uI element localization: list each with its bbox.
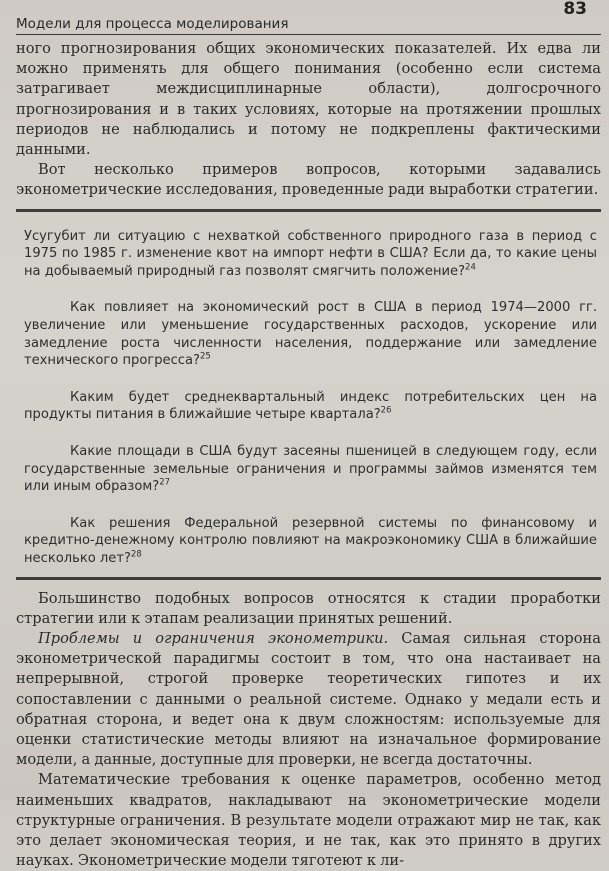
example-question: Какие площади в США будут засеяны пшеницей в следующем году, если государственные земельные ограничения и программы займов изменятся тем или иным образом?$^{27}$ [24,443,597,495]
example-questions [16,212,601,568]
intro-section [16,35,601,201]
running-head: Модели для процесса моделирования [16,16,289,32]
footnote-ref: 26 [380,406,392,417]
outro-paragraph-1: Большинство подобных вопросов относятся к стадии проработки стратегии или к этапам реализации принятых решений. [16,589,601,627]
example-question: Как повлияет на экономический рост в США в период 1974—2000 гг. увеличение или уменьшение государственных расходов, ускорение или замедление роста численности населения, поддержание или замедление технического прогресса?$^{25}$ [24,300,597,369]
footnote-ref: 28 [130,549,142,560]
section-lead-in: Проблемы и ограничения эконометрики. [38,629,389,647]
example-question: Каким будет среднеквартальный индекс потребительских цен на продукты питания в ближайшие четыре квартала?$^{26}$ [24,389,597,423]
intro-paragraph-1: ного прогнозирования общих экономических показателей. Их едва ли можно применять для общего понимания (особенно если система затрагивает междисциплинарные области), долгосрочного прогнозирования и в таких условиях, которые на протяжении прошлых периодов не наблюдались и потому не подкреплены фактическими данными. [16,40,601,159]
outro-paragraph-3: Математические требования к оценке параметров, особенно метод наименьших квадратов, накладывают на эконометрические модели структурные ограничения. В результате модели отражают мир не так, как это делает экономическая теория, и не так, как это принято в других науках. Эконометрические модели тяготеют к ли- [16,771,601,870]
outro-section [16,580,601,871]
footnote-ref: 24 [465,262,476,273]
intro-paragraph-2: Вот несколько примеров вопросов, которыми задавались эконометрические исследования, проведенные ради выработки стратегии. [16,161,601,199]
outro-paragraph-2: Проблемы и ограничения эконометрики. Самая сильная сторона эконометрической парадигмы состоит в том, что она настаивает на непрерывной, строгой проверке теоретических гипотез и их сопоставлении с данными о реальной системе. Однако у медали есть и обратная сторона, и ведет она к двум сложностям: используемые для оценки статистические методы влияют на изначальное формирование модели, а данные, доступные для проверки, не всегда достаточны. [16,629,601,769]
footnote-ref: 25 [199,351,211,362]
page-header [16,0,601,35]
example-question: Как решения Федеральной резервной системы по финансовому и кредитно-денежному контролю повлияют на макроэкономику США в ближайшие несколько лет?$^{28}$ [24,515,597,566]
example-question: Усугубит ли ситуацию с нехваткой собственного природного газа в период с 1975 по 1985 г. изменение квот на импорт нефти в США? Если да, то какие цены на добываемый природный газ позволят смягчить положение?$^{24}$ [24,228,597,279]
page-number: 83 [563,0,587,19]
footnote-ref: 27 [159,477,171,488]
